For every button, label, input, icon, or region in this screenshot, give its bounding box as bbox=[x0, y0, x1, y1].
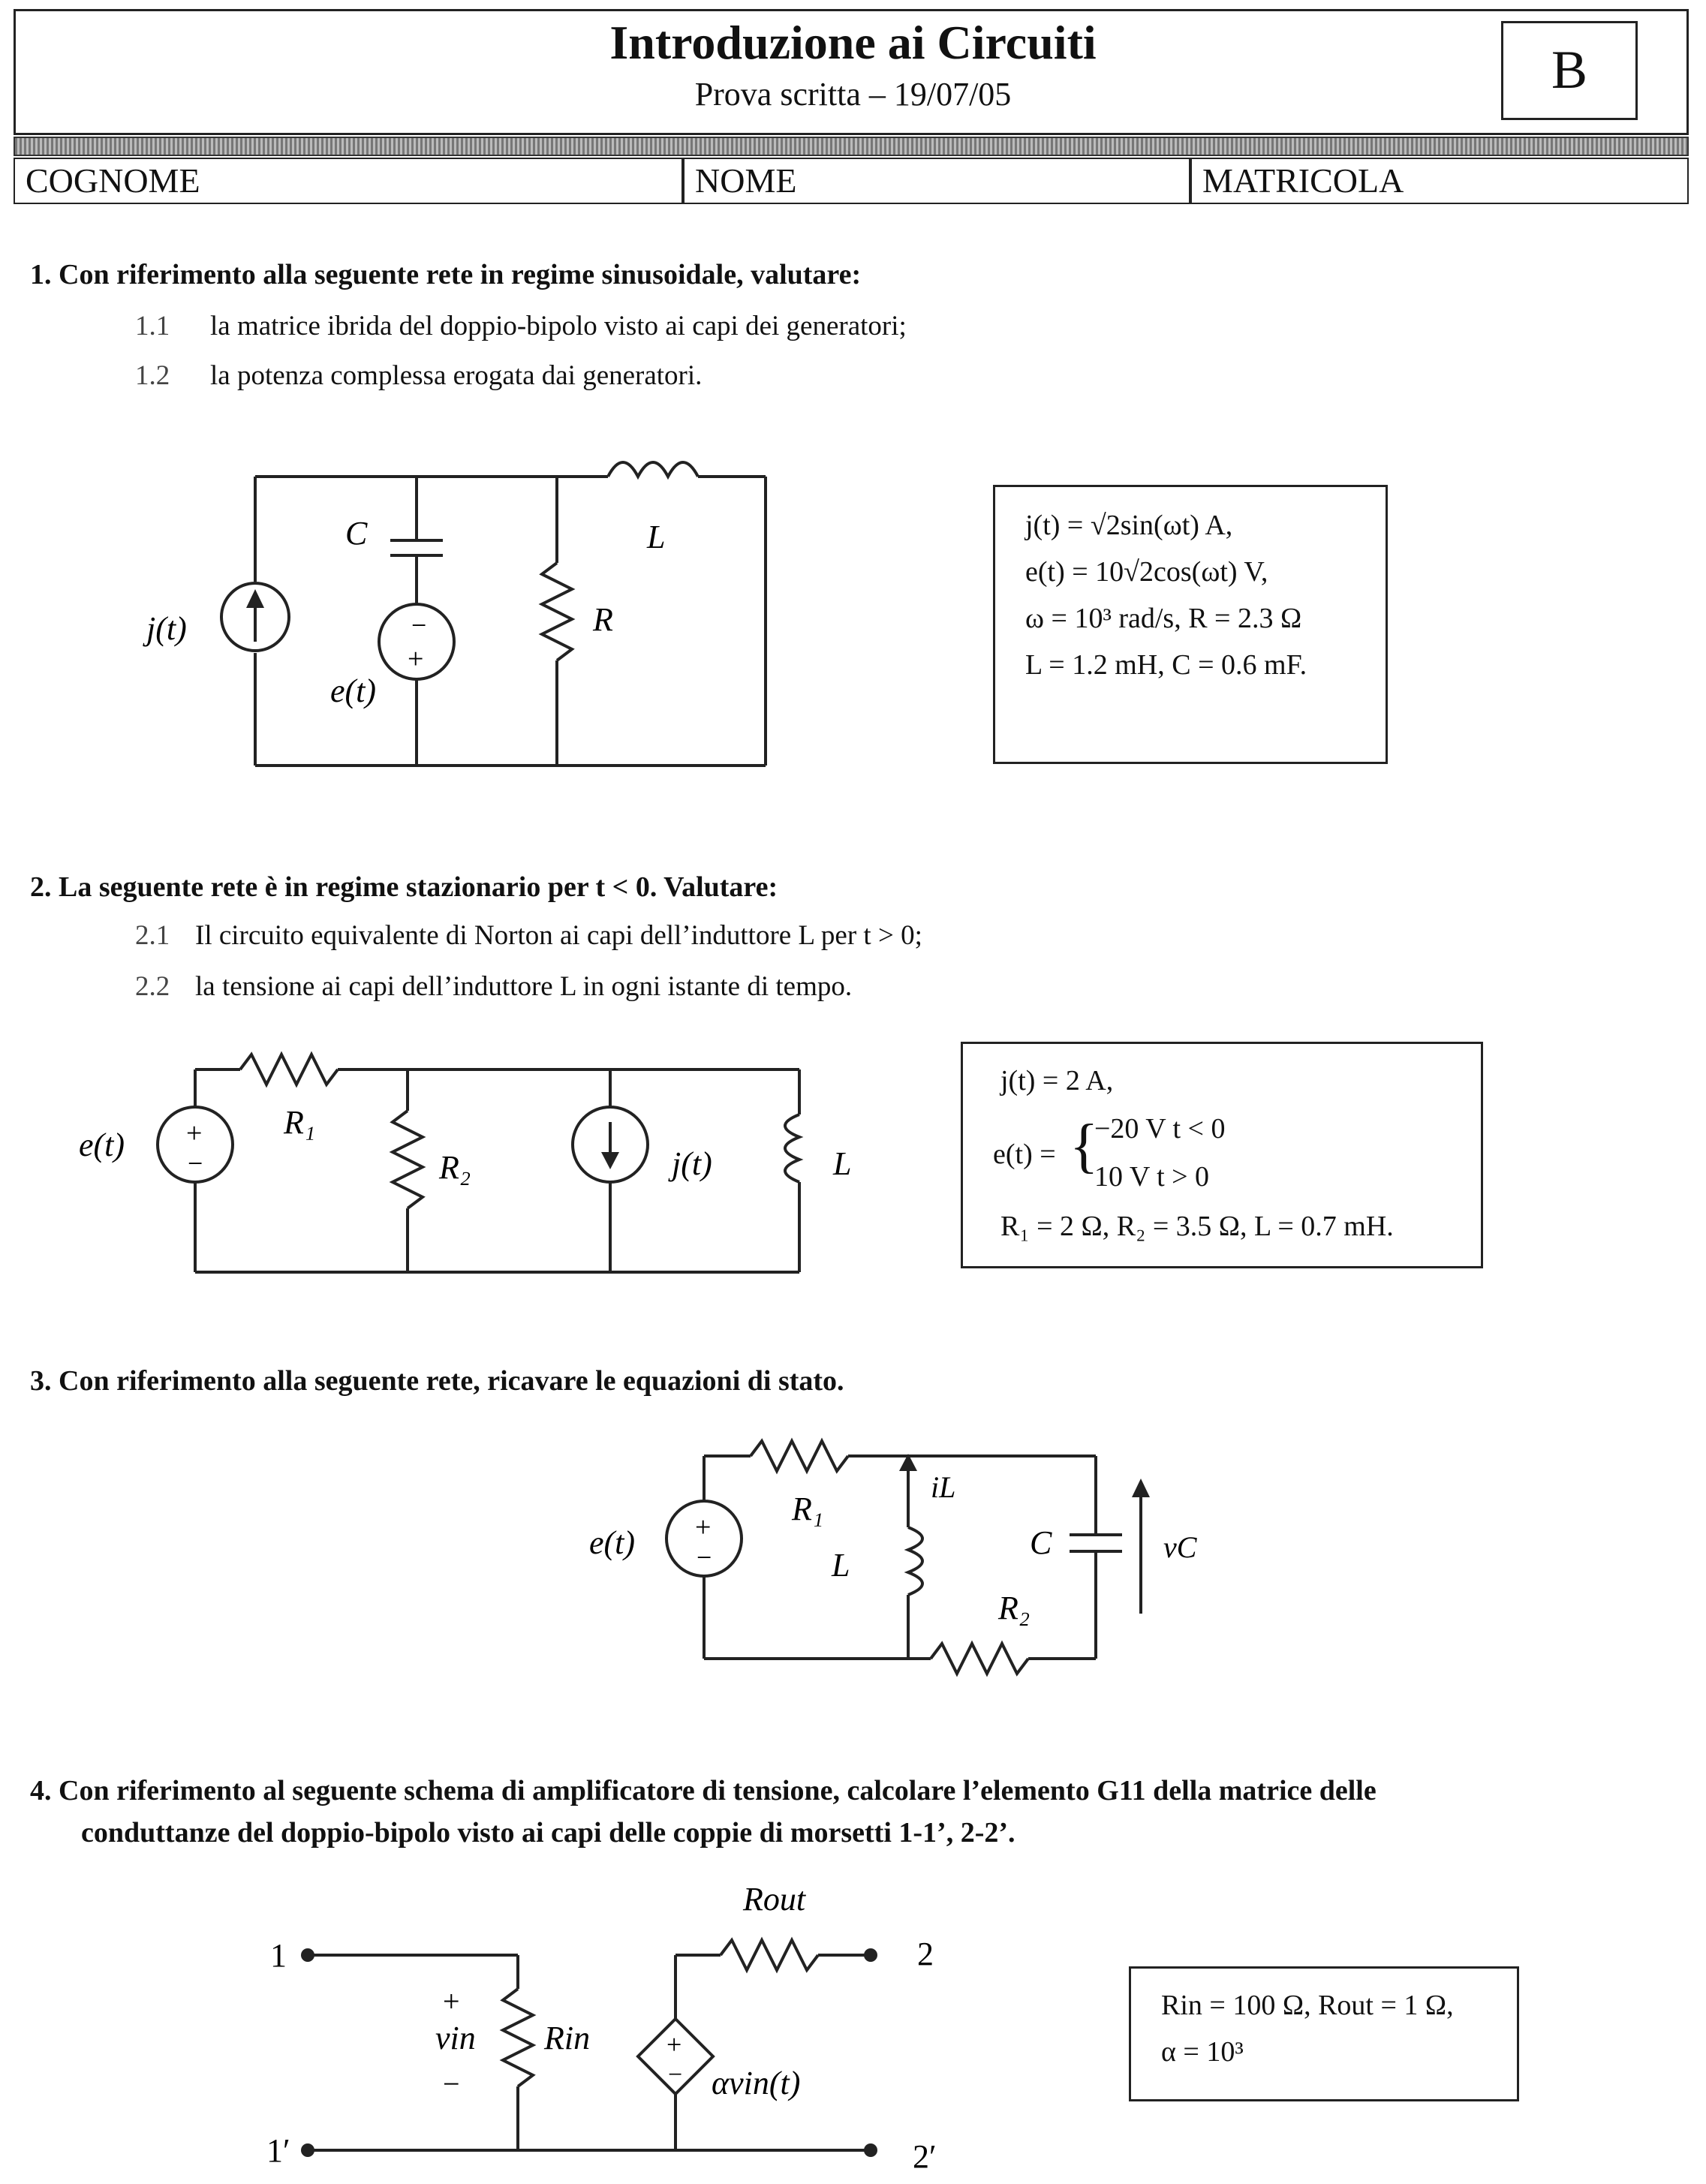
label-c: C bbox=[1030, 1524, 1052, 1561]
label-e: e(t) bbox=[589, 1524, 636, 1561]
nome-field[interactable]: NOME bbox=[683, 158, 1190, 204]
question-2-item-1 bbox=[135, 917, 922, 955]
question-number: 4. bbox=[30, 1775, 52, 1806]
param-line: R₁ = 2 Ω, R₂ = 3.5 Ω, L = 0.7 mH. bbox=[1000, 1211, 1394, 1242]
cognome-field[interactable]: COGNOME bbox=[14, 158, 683, 204]
param-line: −20 V t < 0 bbox=[1094, 1113, 1226, 1145]
label-e: e(t) bbox=[79, 1127, 125, 1163]
minus-sign: − bbox=[443, 2067, 460, 2101]
question-4 bbox=[30, 1771, 1704, 1810]
question-4-continued bbox=[81, 1813, 1015, 1852]
label-vin: vin bbox=[435, 2020, 476, 2056]
svg-text:−: − bbox=[411, 610, 427, 640]
terminal-1-prime: 1′ bbox=[266, 2132, 290, 2169]
svg-text:+: + bbox=[186, 1118, 203, 1149]
question-1-item-2 bbox=[135, 357, 702, 395]
question-4-params bbox=[1129, 1966, 1519, 2101]
label-c: C bbox=[345, 515, 368, 552]
question-text: Con riferimento al seguente schema di amplificatore di tensione, calcolare l’elemento G11 della matrice delle bbox=[59, 1775, 1377, 1806]
terminal-2-prime: 2′ bbox=[913, 2138, 937, 2175]
param-line: L = 1.2 mH, C = 0.6 mF. bbox=[1025, 649, 1307, 681]
terminal-1: 1 bbox=[270, 1937, 287, 1974]
circuit-4 bbox=[225, 1869, 976, 2184]
label-rout: Rout bbox=[743, 1881, 806, 1918]
plus-sign: + bbox=[443, 1984, 460, 2018]
item-text: la matrice ibrida del doppio-bipolo visto ai capi dei generatori; bbox=[210, 311, 907, 341]
label-j: j(t) bbox=[672, 1145, 712, 1182]
item-text: la tensione ai capi dell’induttore L in ogni istante di tempo. bbox=[195, 971, 853, 1002]
param-line: 10 V t > 0 bbox=[1094, 1161, 1210, 1193]
item-number: 1.2 bbox=[135, 360, 170, 391]
question-1-params bbox=[993, 485, 1388, 764]
brace-glyph: { bbox=[1070, 1113, 1099, 1179]
question-1 bbox=[30, 255, 861, 294]
svg-text:+: + bbox=[666, 2029, 682, 2059]
question-text: La seguente rete è in regime stazionario per t < 0. Valutare: bbox=[59, 871, 778, 903]
matricola-field[interactable]: MATRICOLA bbox=[1190, 158, 1689, 204]
param-line: j(t) = 2 A, bbox=[1000, 1065, 1114, 1097]
param-line: Rin = 100 Ω, Rout = 1 Ω, bbox=[1161, 1990, 1454, 2021]
question-number: 1. bbox=[30, 259, 52, 290]
page-title: Introduzione ai Circuiti bbox=[609, 16, 1097, 69]
item-number: 1.1 bbox=[135, 311, 170, 341]
item-number: 2.1 bbox=[135, 920, 170, 951]
param-line: e(t) = bbox=[993, 1139, 1056, 1170]
param-line: e(t) = 10√2cos(ωt) V, bbox=[1025, 556, 1268, 588]
question-2 bbox=[30, 868, 778, 907]
param-line: ω = 10³ rad/s, R = 2.3 Ω bbox=[1025, 603, 1302, 634]
svg-text:+: + bbox=[408, 643, 424, 675]
item-text: la potenza complessa erogata dai generatori. bbox=[210, 360, 703, 391]
question-number: 2. bbox=[30, 871, 52, 903]
question-2-item-2 bbox=[135, 968, 852, 1006]
question-1-item-1 bbox=[135, 308, 907, 345]
exam-version-badge: B bbox=[1501, 21, 1638, 120]
label-vc: vC bbox=[1163, 1530, 1197, 1564]
question-text: Con riferimento alla seguente rete in regime sinusoidale, valutare: bbox=[59, 259, 862, 290]
page-subtitle: Prova scritta – 19/07/05 bbox=[694, 76, 1012, 113]
question-3 bbox=[30, 1361, 844, 1400]
question-text: conduttanze del doppio-bipolo visto ai capi delle coppie di morsetti 1-1’, 2-2’. bbox=[81, 1817, 1015, 1849]
label-rin: Rin bbox=[544, 2020, 591, 2056]
item-text: Il circuito equivalente di Norton ai capi dell’induttore L per t > 0; bbox=[195, 920, 922, 951]
circuit-3 bbox=[570, 1422, 1246, 1692]
label-r1: R₁ bbox=[284, 1104, 316, 1141]
param-line: α = 10³ bbox=[1161, 2036, 1244, 2068]
circuit-2 bbox=[0, 1043, 863, 1291]
label-il: iL bbox=[931, 1470, 956, 1504]
label-dependent-source: αvin(t) bbox=[712, 2065, 801, 2101]
circuit-1 bbox=[0, 443, 863, 788]
question-2-params bbox=[961, 1042, 1483, 1268]
label-r1: R₁ bbox=[792, 1491, 824, 1527]
question-number: 3. bbox=[30, 1365, 52, 1397]
svg-text:−: − bbox=[697, 1542, 712, 1572]
label-r2: R₂ bbox=[998, 1590, 1031, 1626]
label-e: e(t) bbox=[330, 672, 377, 709]
label-l: L bbox=[647, 519, 666, 555]
terminal-2: 2 bbox=[917, 1936, 934, 1972]
item-number: 2.2 bbox=[135, 971, 170, 1002]
label-r2: R₂ bbox=[439, 1149, 471, 1186]
svg-text:−: − bbox=[668, 2061, 683, 2089]
question-text: Con riferimento alla seguente rete, ricavare le equazioni di stato. bbox=[59, 1365, 844, 1397]
label-r: R bbox=[593, 601, 613, 638]
header-hatch-divider bbox=[14, 137, 1689, 156]
label-l: L bbox=[833, 1145, 852, 1182]
label-l: L bbox=[832, 1547, 850, 1584]
param-line: j(t) = √2sin(ωt) A, bbox=[1025, 510, 1233, 541]
label-j: j(t) bbox=[146, 610, 187, 647]
svg-text:+: + bbox=[695, 1512, 712, 1543]
svg-text:−: − bbox=[188, 1148, 203, 1178]
